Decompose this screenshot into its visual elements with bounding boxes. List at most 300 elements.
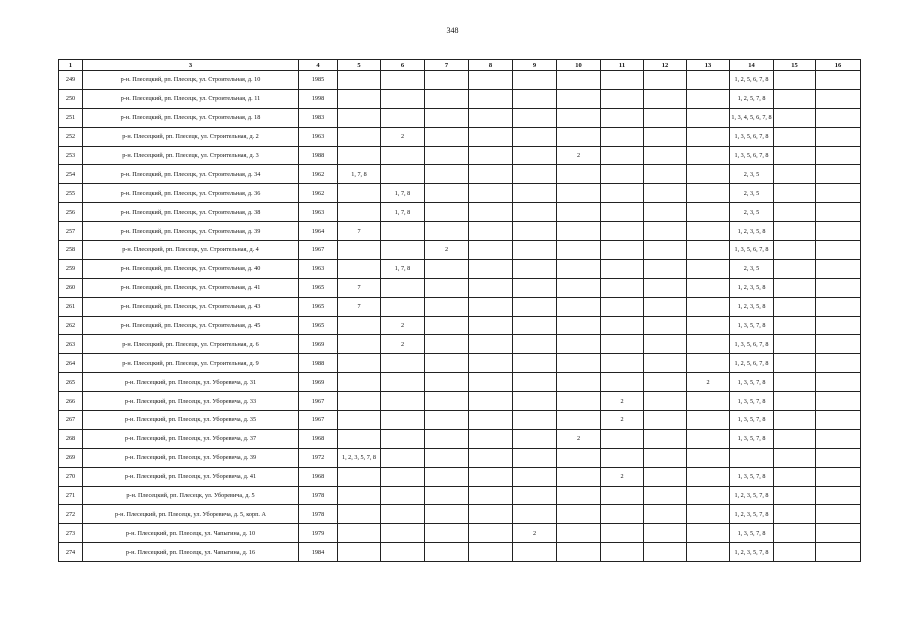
table-cell — [469, 486, 513, 505]
table-cell — [816, 543, 861, 562]
table-cell — [557, 297, 601, 316]
address-cell: р-н. Плесецкий, рп. Плесецк, ул. Уборевича, д. 5, корп. А — [83, 505, 299, 524]
table-cell: 1, 2, 3, 5, 7, 8 — [338, 448, 381, 467]
table-cell: 7 — [338, 222, 381, 241]
table-cell — [513, 543, 557, 562]
table-cell — [601, 429, 644, 448]
row-number-cell: 250 — [59, 89, 83, 108]
table-cell: 2 — [381, 316, 425, 335]
table-cell — [601, 146, 644, 165]
table-cell: 1, 7, 8 — [381, 184, 425, 203]
table-row — [59, 467, 861, 486]
table-cell — [469, 127, 513, 146]
table-cell — [687, 429, 730, 448]
table-cell — [425, 373, 469, 392]
year-cell: 1963 — [299, 203, 338, 222]
table-cell — [469, 448, 513, 467]
table-cell: 1, 2, 5, 6, 7, 8 — [730, 71, 774, 90]
table-cell — [557, 373, 601, 392]
column-header: 7 — [425, 60, 469, 71]
table-cell — [816, 486, 861, 505]
table-cell — [338, 259, 381, 278]
table-cell — [601, 297, 644, 316]
table-cell — [644, 524, 687, 543]
table-cell — [816, 411, 861, 430]
address-cell: р-н. Плесецкий, рп. Плесецк, ул. Строительная, д. 39 — [83, 222, 299, 241]
table-cell — [469, 89, 513, 108]
table-cell — [381, 411, 425, 430]
table-cell: 1, 7, 8 — [381, 259, 425, 278]
table-cell — [644, 316, 687, 335]
table-cell — [425, 89, 469, 108]
table-cell — [816, 146, 861, 165]
table-cell — [469, 429, 513, 448]
table-cell — [513, 392, 557, 411]
table-cell — [425, 278, 469, 297]
table-cell — [381, 297, 425, 316]
table-cell — [601, 71, 644, 90]
table-cell — [338, 241, 381, 260]
table-cell: 2 — [687, 373, 730, 392]
table-cell — [381, 524, 425, 543]
table-cell: 1, 3, 5, 7, 8 — [730, 373, 774, 392]
table-cell — [338, 411, 381, 430]
table-cell — [774, 108, 816, 127]
table-cell: 1, 3, 5, 7, 8 — [730, 524, 774, 543]
table-cell — [557, 486, 601, 505]
table-cell — [381, 467, 425, 486]
table-cell — [816, 297, 861, 316]
table-row — [59, 429, 861, 448]
table-cell: 7 — [338, 297, 381, 316]
table-row — [59, 354, 861, 373]
table-cell — [381, 146, 425, 165]
table-cell — [338, 429, 381, 448]
table-row — [59, 259, 861, 278]
table-cell — [774, 467, 816, 486]
address-cell: р-н. Плесецкий, рп. Плесецк, ул. Строительная, д. 43 — [83, 297, 299, 316]
table-cell — [644, 89, 687, 108]
table-cell: 7 — [338, 278, 381, 297]
table-cell — [644, 71, 687, 90]
table-cell — [557, 165, 601, 184]
table-cell — [338, 392, 381, 411]
row-number-cell: 268 — [59, 429, 83, 448]
register-table — [58, 59, 861, 562]
address-cell: р-н. Плесецкий, рп. Плесецк, ул. Уборевича, д. 37 — [83, 429, 299, 448]
table-cell — [338, 373, 381, 392]
address-cell: р-н. Плесецкий, рп. Плесецк, ул. Строительная, д. 6 — [83, 335, 299, 354]
table-cell — [338, 89, 381, 108]
table-cell — [513, 467, 557, 486]
table-cell — [687, 127, 730, 146]
table-cell — [513, 486, 557, 505]
table-cell: 2, 3, 5 — [730, 165, 774, 184]
table-cell — [425, 486, 469, 505]
table-cell — [601, 222, 644, 241]
table-cell: 2 — [425, 241, 469, 260]
table-cell: 1, 3, 5, 7, 8 — [730, 411, 774, 430]
table-cell — [774, 146, 816, 165]
column-header: 9 — [513, 60, 557, 71]
table-cell — [513, 203, 557, 222]
table-cell — [469, 392, 513, 411]
row-number-cell: 255 — [59, 184, 83, 203]
table-cell — [601, 486, 644, 505]
year-cell: 1962 — [299, 165, 338, 184]
table-cell — [816, 335, 861, 354]
table-cell — [644, 203, 687, 222]
table-cell — [644, 108, 687, 127]
table-cell — [774, 297, 816, 316]
table-row — [59, 127, 861, 146]
table-row — [59, 335, 861, 354]
table-cell — [513, 241, 557, 260]
table-cell — [513, 354, 557, 373]
table-cell — [687, 505, 730, 524]
table-row — [59, 486, 861, 505]
table-cell — [469, 467, 513, 486]
table-cell — [381, 222, 425, 241]
table-cell — [816, 184, 861, 203]
table-cell — [601, 524, 644, 543]
address-cell: р-н. Плесецкий, рп. Плесецк, ул. Строительная, д. 38 — [83, 203, 299, 222]
table-cell — [425, 354, 469, 373]
table-row — [59, 278, 861, 297]
row-number-cell: 269 — [59, 448, 83, 467]
table-cell — [338, 505, 381, 524]
table-cell: 2, 3, 5 — [730, 259, 774, 278]
table-cell — [816, 373, 861, 392]
table-cell: 1, 2, 3, 5, 7, 8 — [730, 505, 774, 524]
table-cell — [469, 146, 513, 165]
column-header: 15 — [774, 60, 816, 71]
table-cell — [601, 335, 644, 354]
table-row — [59, 222, 861, 241]
year-cell: 1963 — [299, 127, 338, 146]
table-cell — [381, 71, 425, 90]
table-cell — [557, 222, 601, 241]
table-cell — [557, 505, 601, 524]
table-cell — [425, 429, 469, 448]
address-cell: р-н. Плесецкий, рп. Плесецк, ул. Уборевича, д. 41 — [83, 467, 299, 486]
table-cell — [557, 89, 601, 108]
table-cell — [425, 165, 469, 184]
table-cell — [557, 467, 601, 486]
table-cell — [381, 165, 425, 184]
table-cell — [774, 203, 816, 222]
row-number-cell: 270 — [59, 467, 83, 486]
table-cell — [557, 259, 601, 278]
table-cell — [816, 71, 861, 90]
year-cell: 1965 — [299, 297, 338, 316]
table-cell: 1, 2, 5, 6, 7, 8 — [730, 354, 774, 373]
table-cell — [513, 429, 557, 448]
table-cell — [557, 316, 601, 335]
table-cell — [513, 108, 557, 127]
table-cell — [601, 543, 644, 562]
table-row — [59, 392, 861, 411]
year-cell: 1963 — [299, 259, 338, 278]
table-cell: 1, 2, 3, 5, 7, 8 — [730, 543, 774, 562]
table-cell: 1, 2, 3, 5, 8 — [730, 278, 774, 297]
table-cell: 1, 2, 3, 5, 7, 8 — [730, 486, 774, 505]
table-cell — [381, 89, 425, 108]
row-number-cell: 267 — [59, 411, 83, 430]
table-cell — [469, 297, 513, 316]
table-cell: 1, 3, 4, 5, 6, 7, 8 — [730, 108, 774, 127]
address-cell: р-н. Плесецкий, рп. Плесецк, ул. Строительная, д. 2 — [83, 127, 299, 146]
table-cell — [644, 354, 687, 373]
address-cell: р-н. Плесецкий, рп. Плесецк, ул. Уборевича, д. 39 — [83, 448, 299, 467]
table-cell — [774, 89, 816, 108]
table-cell: 1, 3, 5, 6, 7, 8 — [730, 146, 774, 165]
table-cell — [644, 241, 687, 260]
table-cell — [425, 127, 469, 146]
table-cell — [644, 259, 687, 278]
table-row — [59, 71, 861, 90]
table-cell — [687, 467, 730, 486]
year-cell: 1978 — [299, 486, 338, 505]
table-cell: 2 — [601, 467, 644, 486]
year-cell: 1988 — [299, 146, 338, 165]
table-cell — [601, 373, 644, 392]
table-row — [59, 448, 861, 467]
table-cell: 1, 3, 5, 7, 8 — [730, 392, 774, 411]
table-cell — [601, 241, 644, 260]
table-cell — [513, 222, 557, 241]
table-cell — [687, 203, 730, 222]
table-cell — [730, 448, 774, 467]
table-cell — [381, 278, 425, 297]
table-cell — [557, 524, 601, 543]
table-cell — [513, 448, 557, 467]
table-cell — [816, 392, 861, 411]
table-row — [59, 505, 861, 524]
table-cell — [774, 335, 816, 354]
column-header: 16 — [816, 60, 861, 71]
year-cell: 1988 — [299, 354, 338, 373]
table-cell — [816, 354, 861, 373]
table-cell — [816, 524, 861, 543]
row-number-cell: 262 — [59, 316, 83, 335]
table-cell — [557, 184, 601, 203]
table-cell — [774, 448, 816, 467]
column-header: 4 — [299, 60, 338, 71]
table-cell — [687, 543, 730, 562]
table-cell — [557, 354, 601, 373]
table-cell — [557, 71, 601, 90]
table-cell: 2 — [601, 411, 644, 430]
table-cell — [425, 543, 469, 562]
table-cell — [469, 543, 513, 562]
table-cell — [513, 335, 557, 354]
table-cell — [601, 203, 644, 222]
table-cell — [687, 165, 730, 184]
table-cell — [513, 71, 557, 90]
year-cell: 1983 — [299, 108, 338, 127]
table-cell — [557, 278, 601, 297]
table-cell — [513, 184, 557, 203]
table-cell: 1, 3, 5, 6, 7, 8 — [730, 335, 774, 354]
table-cell — [425, 146, 469, 165]
table-cell — [513, 127, 557, 146]
table-cell — [816, 259, 861, 278]
table-cell — [816, 429, 861, 448]
table-cell — [469, 278, 513, 297]
table-cell — [425, 108, 469, 127]
table-cell — [381, 429, 425, 448]
table-cell — [774, 71, 816, 90]
table-cell — [338, 486, 381, 505]
row-number-cell: 251 — [59, 108, 83, 127]
table-cell — [687, 354, 730, 373]
table-cell — [687, 241, 730, 260]
table-cell — [425, 297, 469, 316]
table-cell — [601, 108, 644, 127]
year-cell: 1967 — [299, 411, 338, 430]
table-cell — [513, 316, 557, 335]
table-cell — [601, 505, 644, 524]
table-cell — [513, 411, 557, 430]
table-row — [59, 241, 861, 260]
table-cell — [644, 278, 687, 297]
table-cell — [425, 392, 469, 411]
table-cell: 1, 3, 5, 7, 8 — [730, 429, 774, 448]
table-cell — [774, 241, 816, 260]
table-cell — [338, 335, 381, 354]
row-number-cell: 249 — [59, 71, 83, 90]
column-header: 11 — [601, 60, 644, 71]
table-cell — [774, 543, 816, 562]
table-cell — [644, 297, 687, 316]
table-cell — [338, 146, 381, 165]
table-cell — [816, 222, 861, 241]
table-row — [59, 316, 861, 335]
table-cell — [557, 241, 601, 260]
column-header: 5 — [338, 60, 381, 71]
table-cell — [338, 354, 381, 373]
table-row — [59, 184, 861, 203]
table-cell — [425, 335, 469, 354]
table-cell — [557, 392, 601, 411]
table-cell — [687, 146, 730, 165]
table-cell — [381, 373, 425, 392]
table-cell — [644, 505, 687, 524]
table-cell: 1, 2, 5, 7, 8 — [730, 89, 774, 108]
address-cell: р-н. Плесецкий, рп. Плесецк, ул. Строительная, д. 40 — [83, 259, 299, 278]
table-cell — [601, 89, 644, 108]
table-cell — [644, 146, 687, 165]
table-cell — [425, 467, 469, 486]
table-cell — [469, 316, 513, 335]
row-number-cell: 264 — [59, 354, 83, 373]
table-cell — [774, 222, 816, 241]
row-number-cell: 258 — [59, 241, 83, 260]
table-cell — [687, 108, 730, 127]
table-cell — [469, 373, 513, 392]
table-cell — [816, 316, 861, 335]
table-cell — [644, 486, 687, 505]
table-cell — [601, 354, 644, 373]
table-cell — [687, 316, 730, 335]
table-row — [59, 165, 861, 184]
table-cell — [338, 71, 381, 90]
table-cell — [816, 89, 861, 108]
table-cell — [469, 165, 513, 184]
column-header: 10 — [557, 60, 601, 71]
column-header: 8 — [469, 60, 513, 71]
row-number-cell: 259 — [59, 259, 83, 278]
table-cell — [338, 184, 381, 203]
table-cell — [644, 222, 687, 241]
address-cell: р-н. Плесецкий, рп. Плесецк, ул. Строительная, д. 4 — [83, 241, 299, 260]
table-cell — [513, 297, 557, 316]
table-cell — [774, 486, 816, 505]
table-cell: 1, 3, 5, 6, 7, 8 — [730, 241, 774, 260]
table-cell — [774, 373, 816, 392]
header-row — [59, 60, 861, 71]
table-cell — [381, 241, 425, 260]
table-cell — [469, 505, 513, 524]
table-cell — [557, 127, 601, 146]
table-cell: 1, 2, 3, 5, 8 — [730, 297, 774, 316]
year-cell: 1967 — [299, 392, 338, 411]
table-cell — [469, 354, 513, 373]
table-cell — [338, 127, 381, 146]
table-cell — [687, 278, 730, 297]
address-cell: р-н. Плесецкий, рп. Плесецк, ул. Строительная, д. 3 — [83, 146, 299, 165]
address-cell: р-н. Плесецкий, рп. Плесецк, ул. Строительная, д. 34 — [83, 165, 299, 184]
column-header: 1 — [59, 60, 83, 71]
year-cell: 1985 — [299, 71, 338, 90]
table-cell — [425, 411, 469, 430]
table-cell — [774, 429, 816, 448]
table-header — [59, 60, 861, 71]
table-cell — [469, 203, 513, 222]
column-header: 3 — [83, 60, 299, 71]
address-cell: р-н. Плесецкий, рп. Плесецк, ул. Строительная, д. 36 — [83, 184, 299, 203]
table-cell: 1, 3, 5, 7, 8 — [730, 316, 774, 335]
table-cell — [774, 127, 816, 146]
table-body — [59, 71, 861, 562]
column-header: 14 — [730, 60, 774, 71]
table-cell — [774, 524, 816, 543]
table-cell — [425, 316, 469, 335]
table-cell — [425, 448, 469, 467]
table-cell — [469, 108, 513, 127]
table-cell — [381, 354, 425, 373]
table-row — [59, 203, 861, 222]
table-cell — [513, 89, 557, 108]
table-cell — [601, 259, 644, 278]
table-cell — [816, 278, 861, 297]
table-cell: 2, 3, 5 — [730, 203, 774, 222]
table-cell — [644, 392, 687, 411]
address-cell: р-н. Плесецкий, рп. Плесецк, ул. Строительная, д. 18 — [83, 108, 299, 127]
table-cell — [381, 543, 425, 562]
table-cell — [687, 411, 730, 430]
table-cell: 2 — [557, 146, 601, 165]
year-cell: 1972 — [299, 448, 338, 467]
table-cell — [774, 411, 816, 430]
table-cell — [816, 203, 861, 222]
table-cell — [644, 184, 687, 203]
table-cell — [557, 448, 601, 467]
table-cell — [381, 108, 425, 127]
table-cell — [774, 316, 816, 335]
table-row — [59, 297, 861, 316]
